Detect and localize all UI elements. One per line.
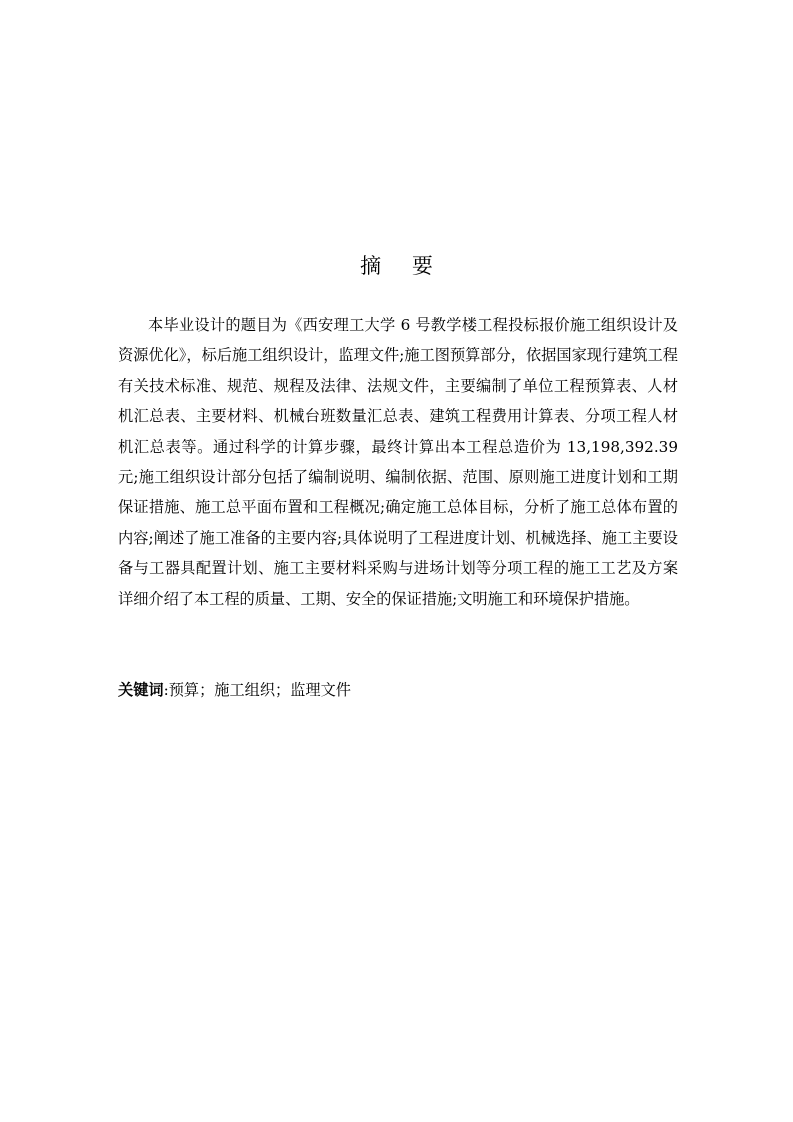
keywords-line	[118, 678, 351, 702]
abstract-title: 摘 要	[360, 254, 445, 278]
keywords-label: 关键词	[118, 681, 164, 699]
keywords-value: 预算；施工组织；监理文件	[168, 681, 351, 699]
keywords-separator: :	[163, 681, 169, 699]
abstract-body: 本毕业设计的题目为《西安理工大学 6 号教学楼工程投标报价施工组织设计及资源优化》，标后施工组织设计，监理文件;施工图预算部分，依据国家现行建筑工程有关技术标准、规范、规程及法律、法规文件，主要编制了单位工程预算表、人材机汇总表、主要材料、机械台班数量汇总表、建筑工程费用计算表、分项工程人材机汇总表等。通过科学的计算步骤，最终计算出本工程总造价为 13,198,392.39 元;施工组织设计部分包括了编制说明、编制依据、范围、原则施工进度计划和工期保证措施、施工总平面布置和工程概况;确定施工总体目标，分析了施工总体布置的内容;阐述了施工准备的主要内容;具体说明了工程进度计划、机械选择、施工主要设备与工器具配置计划、施工主要材料采购与进场计划等分项工程的施工工艺及方案详细介绍了本工程的质量、工期、安全的保证措施;文明施工和环境保护措施。	[118, 316, 678, 608]
